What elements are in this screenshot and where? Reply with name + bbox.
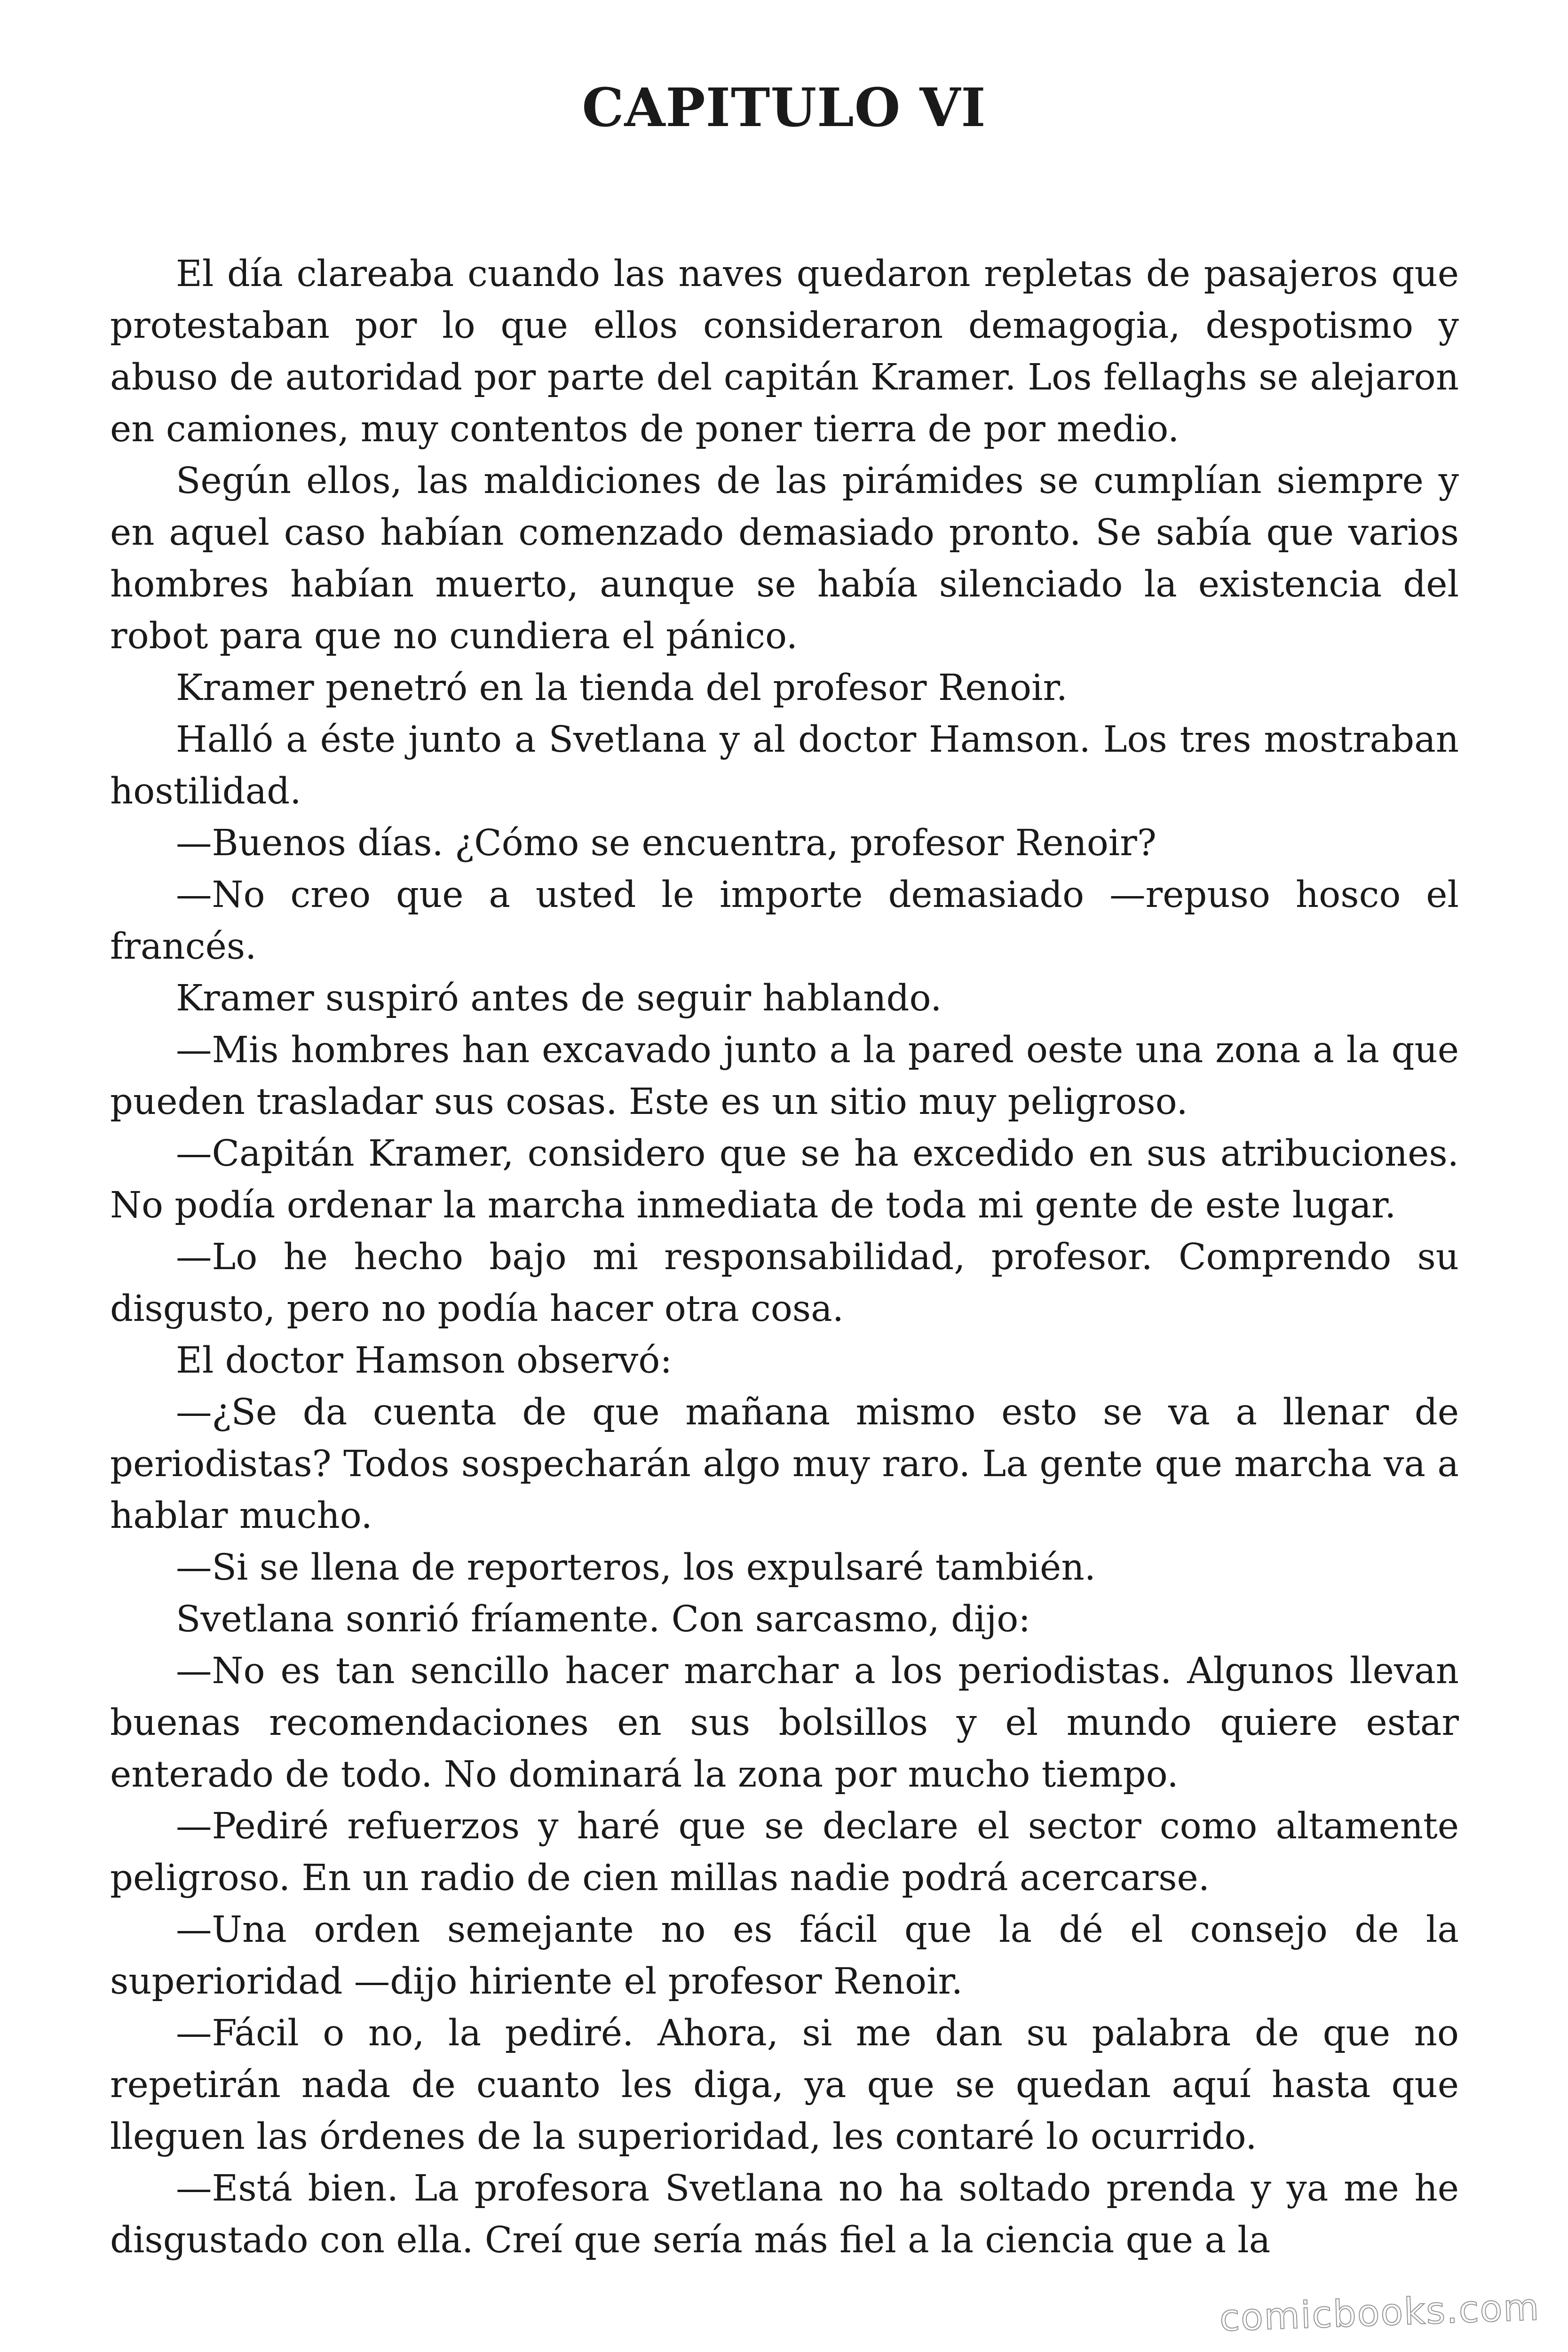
dialogue-line: —Está bien. La profesora Svetlana no ha soltado prenda y ya me he disgustado con ella. Creí que sería más fiel a la ciencia que a la — [110, 2168, 1459, 2261]
dialogue-line: —Capitán Kramer, considero que se ha excedido en sus atribuciones. No podía ordenar la marcha inmediata de toda mi gente de este lugar. — [110, 1133, 1459, 1226]
dialogue-line: —Lo he hecho bajo mi responsabilidad, profesor. Comprendo su disgusto, pero no podía hacer otra cosa. — [110, 1236, 1459, 1330]
dialogue-line: —Mis hombres han excavado junto a la pared oeste una zona a la que pueden trasladar sus cosas. Este es un sitio muy peligroso. — [110, 1029, 1459, 1123]
dialogue-line: —Fácil o no, la pediré. Ahora, si me dan su palabra de que no repetirán nada de cuanto les diga, ya que se quedan aquí hasta que lleguen las órdenes de la superioridad, les contaré lo ocurrido. — [110, 2012, 1459, 2158]
paragraph: Según ellos, las maldiciones de las pirámides se cumplían siempre y en aquel caso habían comenzado demasiado pronto. Se sabía que varios hombres habían muerto, aunque se había silenciado la existencia del robot para que no cundiera el pánico. — [110, 460, 1459, 657]
dialogue-line: —Si se llena de reporteros, los expulsaré también. — [176, 1547, 1096, 1589]
dialogue-line: —Una orden semejante no es fácil que la dé el consejo de la superioridad —dijo hiriente el profesor Renoir. — [110, 1909, 1459, 2002]
dialogue-line: —No es tan sencillo hacer marchar a los periodistas. Algunos llevan buenas recomendaciones en sus bolsillos y el mundo quiere estar enterado de todo. No dominará la zona por mucho tiempo. — [110, 1650, 1459, 1796]
site-watermark: comicbooks.com — [1219, 2286, 1541, 2340]
paragraph: El doctor Hamson observó: — [176, 1340, 673, 1382]
paragraph: El día clareaba cuando las naves quedaron repletas de pasajeros que protestaban por lo que ellos consideraron demagogia, despotismo y abuso de autoridad por parte del capitán Kramer. Los fellaghs se alejaron en camiones, muy contentos de poner tierra de por medio. — [110, 253, 1459, 450]
paragraph: Svetlana sonrió fríamente. Con sarcasmo, dijo: — [176, 1598, 1031, 1640]
chapter-body — [110, 248, 1459, 2266]
paragraph: Kramer suspiró antes de seguir hablando. — [176, 977, 942, 1019]
dialogue-line: —No creo que a usted le importe demasiado —repuso hosco el francés. — [110, 874, 1459, 968]
dialogue-line: —Pediré refuerzos y haré que se declare el sector como altamente peligroso. En un radio de cien millas nadie podrá acercarse. — [110, 1805, 1459, 1899]
dialogue-line: —¿Se da cuenta de que mañana mismo esto se va a llenar de periodistas? Todos sospecharán algo muy raro. La gente que marcha va a hablar mucho. — [110, 1391, 1459, 1537]
paragraph: Kramer penetró en la tienda del profesor Renoir. — [176, 667, 1068, 709]
dialogue-line: —Buenos días. ¿Cómo se encuentra, profesor Renoir? — [176, 822, 1156, 864]
chapter-title: CAPITULO VI — [582, 77, 986, 139]
paragraph: Halló a éste junto a Svetlana y al doctor Hamson. Los tres mostraban hostilidad. — [110, 719, 1459, 812]
